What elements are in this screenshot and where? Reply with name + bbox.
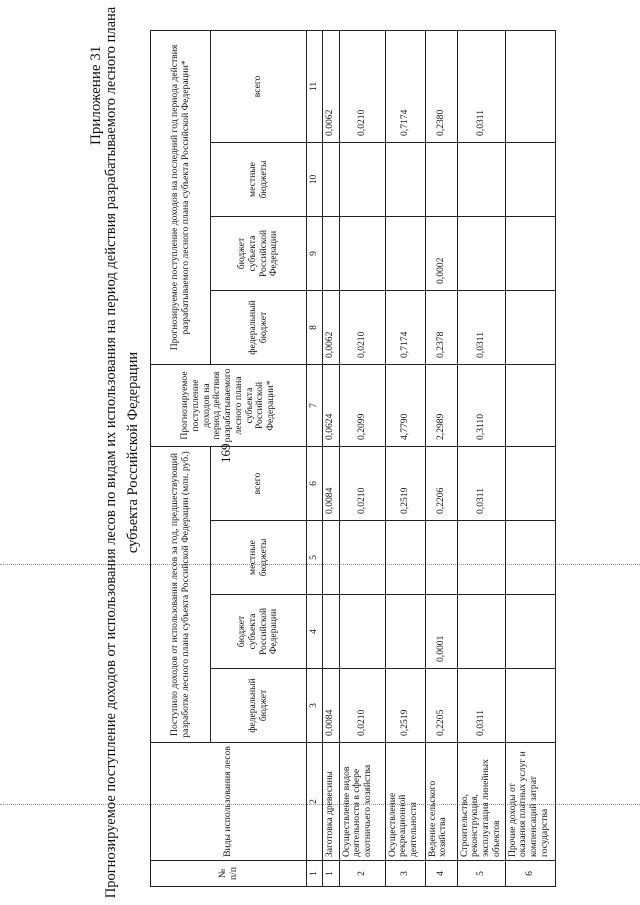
table-cell: [339, 143, 385, 217]
table-row: [339, 30, 385, 886]
row-name: Ведение сельского хозяйства: [425, 743, 457, 861]
header-last-year-group: Прогнозируемое поступление доходов на последний год периода действия разрабатываемого лесного плана субъекта Российской Федерации*: [151, 30, 211, 364]
appendix-label: Приложение 31: [88, 45, 104, 145]
column-number: 8: [307, 291, 323, 365]
table-row: [505, 30, 555, 886]
table-cell: [505, 143, 555, 217]
row-number: 5: [457, 861, 505, 887]
table-cell: [339, 595, 385, 669]
table-cell: 0,2380: [425, 30, 457, 142]
table-cell: 0,0311: [457, 669, 505, 743]
table-cell: 2,2989: [425, 365, 457, 447]
income-table: [150, 30, 556, 887]
table-cell: [457, 217, 505, 291]
table-row: [425, 30, 457, 886]
row-number: 4: [425, 861, 457, 887]
table-cell: [505, 365, 555, 447]
table-cell: [505, 291, 555, 365]
header-local: местные бюджеты: [211, 143, 307, 217]
table-cell: [457, 521, 505, 595]
table-cell: [505, 447, 555, 521]
column-number: 9: [307, 217, 323, 291]
column-number: 3: [307, 669, 323, 743]
row-name: Осуществление рекреационной деятельности: [385, 743, 425, 861]
header-total: всего: [211, 30, 307, 142]
table-cell: 0,0210: [339, 669, 385, 743]
table-cell: [322, 521, 339, 595]
table-cell: [505, 595, 555, 669]
column-number: 4: [307, 595, 323, 669]
table-cell: 0,0210: [339, 447, 385, 521]
table-cell: 0,7174: [385, 30, 425, 142]
table-cell: 0,2519: [385, 447, 425, 521]
table-row: [457, 30, 505, 886]
column-number: 10: [307, 143, 323, 217]
header-federal: федеральный бюджет: [211, 669, 307, 743]
table-cell: 0,0624: [322, 365, 339, 447]
table-cell: [339, 217, 385, 291]
table-cell: 0,0311: [457, 447, 505, 521]
row-number: 1: [322, 861, 339, 887]
table-cell: 0,2378: [425, 291, 457, 365]
document-title-line2: субъекта Российской Федерации: [125, 351, 141, 554]
table-cell: 0,0084: [322, 669, 339, 743]
table-cell: [505, 217, 555, 291]
table-cell: [505, 521, 555, 595]
table-cell: [425, 143, 457, 217]
table-cell: 0,0084: [322, 447, 339, 521]
column-number: 2: [307, 743, 323, 861]
table-cell: [322, 143, 339, 217]
table-cell: 0,0002: [425, 217, 457, 291]
table-cell: [322, 595, 339, 669]
table-cell: [385, 217, 425, 291]
table-cell: 0,0311: [457, 30, 505, 142]
table-cell: [385, 143, 425, 217]
column-number: 1: [307, 861, 323, 887]
table-cell: 0,0062: [322, 30, 339, 142]
table-cell: 4,7790: [385, 365, 425, 447]
table-cell: [505, 669, 555, 743]
column-number: 11: [307, 30, 323, 142]
table-cell: 0,0210: [339, 30, 385, 142]
row-number: 6: [505, 861, 555, 887]
row-number: 2: [339, 861, 385, 887]
row-name: Строительство, реконструкция, эксплуатация линейных объектов: [457, 743, 505, 861]
table-cell: 0,0311: [457, 291, 505, 365]
header-local: местные бюджеты: [211, 521, 307, 595]
row-name: Заготовка древесины: [322, 743, 339, 861]
table-cell: 0,2205: [425, 669, 457, 743]
table-cell: [385, 595, 425, 669]
header-federal: федеральный бюджет: [211, 291, 307, 365]
header-types: Виды использования лесов: [151, 743, 307, 861]
table-cell: 0,2206: [425, 447, 457, 521]
header-no: № п/п: [151, 861, 307, 887]
table-cell: [457, 595, 505, 669]
table-cell: [457, 143, 505, 217]
column-number: 7: [307, 365, 323, 447]
table-row: [385, 30, 425, 886]
table-cell: 0,2099: [339, 365, 385, 447]
table-cell: 0,7174: [385, 291, 425, 365]
table-cell: 0,0210: [339, 291, 385, 365]
table-cell: [385, 521, 425, 595]
page-number: 169: [218, 443, 233, 463]
header-subject: бюджет субъекта Российской Федерации: [211, 217, 307, 291]
document-title: Прогнозируемое поступление доходов от использования лесов по видам их использования на период действия разрабатываемого лесного плана: [103, 6, 119, 899]
row-number: 3: [385, 861, 425, 887]
row-name: Осуществление видов деятельности в сфере охотничьего хозяйства: [339, 743, 385, 861]
column-number: 5: [307, 521, 323, 595]
table-cell: 0,0062: [322, 291, 339, 365]
header-forecast-total: Прогнозируемое поступление доходов на период действия разрабатываемого лесного плана субъекта Российской Федерации*: [151, 365, 307, 447]
table-cell: [505, 30, 555, 142]
table-cell: [322, 217, 339, 291]
header-current-group: Поступило доходов от использования лесов за год, предшествующий разработке лесного плана субъекта Российской Федерации (млн. руб.): [151, 447, 211, 743]
header-total: всего: [211, 447, 307, 521]
column-number-row: [307, 30, 323, 886]
table-row: [322, 30, 339, 886]
table-cell: 0,2519: [385, 669, 425, 743]
table-cell: 0,0001: [425, 595, 457, 669]
column-number: 6: [307, 447, 323, 521]
table-cell: [339, 521, 385, 595]
table-cell: [425, 521, 457, 595]
table-cell: 0,3110: [457, 365, 505, 447]
header-subject: бюджет субъекта Российской Федерации: [211, 595, 307, 669]
row-name: Прочие доходы от оказания платных услуг и компенсаций затрат государства: [505, 743, 555, 861]
